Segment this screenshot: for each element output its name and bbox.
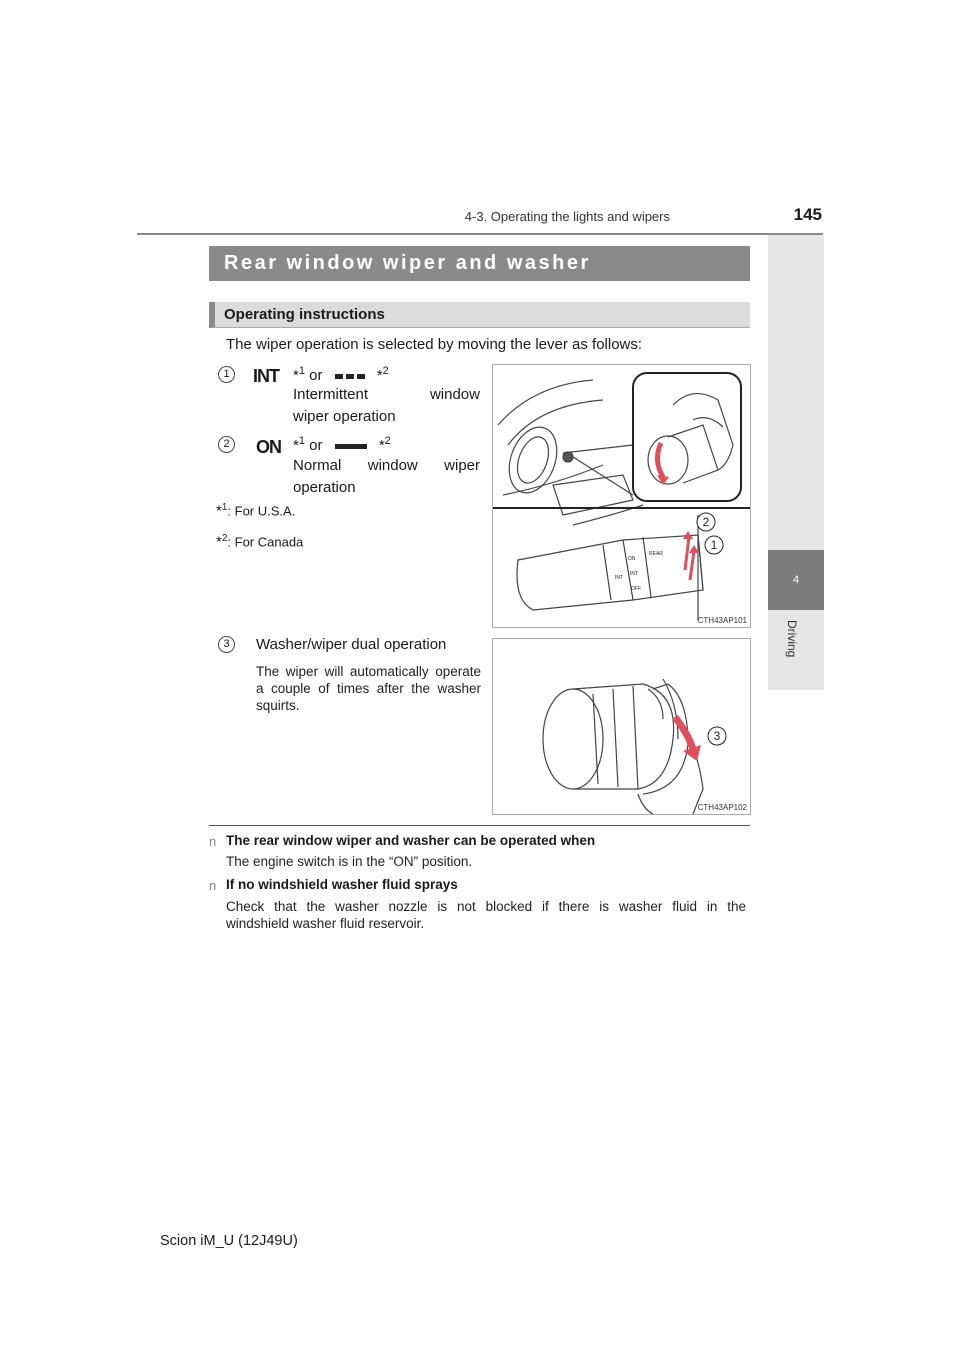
callout-3: 3 <box>713 729 721 743</box>
callout-2: 2 <box>702 515 710 529</box>
figure-code-2: CTH43AP102 <box>697 803 747 812</box>
dashboard-lever-illustration <box>493 365 750 627</box>
item-number-1: 1 <box>218 366 235 383</box>
lever-label-int: INT <box>630 571 639 577</box>
asterisk-1: * <box>293 367 299 384</box>
footnote-sup: 2 <box>221 533 228 544</box>
footnote-mark: * <box>216 502 222 520</box>
page-number-wrap <box>0 205 822 225</box>
item-1-desc-line1: Intermittent window <box>293 386 480 403</box>
note-title-2: If no windshield washer fluid sprays <box>226 877 458 892</box>
or-text: or <box>309 437 323 454</box>
section-heading: 4-3. Operating the lights and wipers <box>464 209 670 224</box>
item-2-desc-line2: operation <box>293 479 356 496</box>
chapter-label: Driving <box>785 620 799 658</box>
footnote-mark: * <box>216 533 222 551</box>
sup-2: 2 <box>384 435 391 447</box>
item-2-modes <box>293 430 391 457</box>
header-rule <box>137 233 823 235</box>
note-body-1: The engine switch is in the “ON” position. <box>226 854 473 869</box>
footer-text: Scion iM_U (12J49U) <box>160 1233 298 1249</box>
lever-figure-2 <box>492 638 751 815</box>
item-2-desc-line1: Normal window wiper <box>293 457 480 474</box>
lever-figure-1 <box>492 364 751 628</box>
lever-label-int-2: INT <box>615 575 624 581</box>
item-1-desc-line2: wiper operation <box>293 408 396 425</box>
footnote-sup: 1 <box>221 502 228 513</box>
footnote-usa <box>216 502 295 519</box>
footnote-text: : For Canada <box>227 534 304 550</box>
notes-rule <box>209 825 750 826</box>
page-title: Rear window wiper and washer <box>209 246 750 281</box>
item-3-label: Washer/wiper dual operation <box>256 636 447 653</box>
footnote-text: : For U.S.A. <box>227 503 296 519</box>
chapter-label-wrap <box>763 620 827 680</box>
note-body-2-line2: windshield washer fluid reservoir. <box>226 916 425 931</box>
page-number: 145 <box>793 205 822 224</box>
int-symbol: INT <box>253 366 279 386</box>
item-3-desc: The wiper will automatically operate a couple of times after the washer squirts. <box>256 664 481 713</box>
callout-1: 1 <box>710 538 718 552</box>
intro-text: The wiper operation is selected by moving the lever as follows: <box>226 336 643 353</box>
item-1-modes <box>293 360 389 387</box>
asterisk-2: * <box>378 437 385 454</box>
asterisk-2: * <box>376 367 383 384</box>
note-marker-1: n <box>209 834 217 849</box>
section-subtitle: Operating instructions <box>209 302 750 328</box>
figure-code-1: CTH43AP101 <box>697 616 747 625</box>
washer-lever-illustration <box>493 639 750 814</box>
note-title-1: The rear window wiper and washer can be operated when <box>226 833 596 848</box>
chapter-tab: 4 <box>768 550 824 610</box>
footnote-canada <box>216 533 303 550</box>
sup-2: 2 <box>382 365 389 377</box>
item-number-2: 2 <box>218 436 235 453</box>
asterisk-1: * <box>293 437 299 454</box>
sup-1: 1 <box>298 435 305 447</box>
or-text: or <box>309 367 323 384</box>
on-symbol: ON <box>256 437 281 457</box>
side-strip <box>768 235 824 550</box>
lever-label-rear: REAR <box>649 551 663 557</box>
note-marker-2: n <box>209 878 217 893</box>
dashed-line-icon <box>335 372 365 380</box>
note-body-2-line1: Check that the washer nozzle is not blocked if there is washer fluid in the <box>226 899 746 914</box>
sup-1: 1 <box>298 365 305 377</box>
solid-line-icon <box>335 442 367 450</box>
lever-label-off: OFF <box>631 586 641 592</box>
lever-label-on: ON <box>628 556 636 562</box>
item-number-3: 3 <box>218 636 235 653</box>
